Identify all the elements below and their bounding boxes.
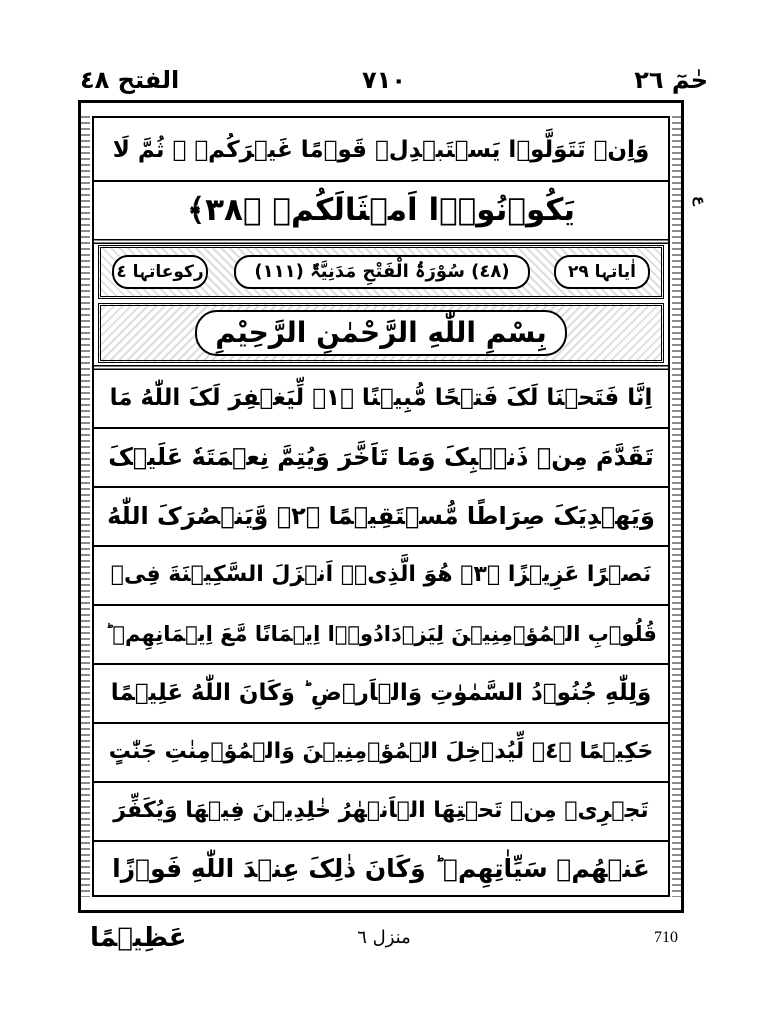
verse-line-3: اِنَّا فَتَحۡنَا لَکَ فَتۡحًا مُّبِیۡنًا ﴿١﴾ لِّیَغۡفِرَ لَکَ اللّٰهُ مَا [109, 385, 653, 411]
verse-line-1: وَاِنۡ تَتَوَلَّوۡا یَسۡتَبۡدِلۡ قَوۡمًا غَیۡرَکُمۡ ۙ ثُمَّ لَا [112, 137, 650, 163]
juz-header: حٰمٓ ٢٦ [634, 66, 708, 94]
surah-title-cartouche: (٤٨) سُوْرَۃُ الْفَتْحِ مَدَنِیَّۃٌ (١١١) [234, 255, 530, 289]
left-border-ornament [80, 116, 90, 897]
verse-line-5: وَیَهۡدِیَکَ صِرَاطًا مُّسۡتَقِیۡمًا ﴿٢﴾ وَّیَنۡصُرَکَ اللّٰهُ [107, 502, 655, 530]
verse-line-8: وَلِلّٰهِ جُنُوۡدُ السَّمٰوٰتِ وَالۡاَرۡضِ ؕ وَکَانَ اللّٰهُ عَلِیۡمًا [110, 680, 652, 706]
bismillah-text: بِسْمِ اللّٰهِ الرَّحْمٰنِ الرَّحِیْمِ [195, 310, 567, 356]
page-number-arabic: ٧١٠ [362, 66, 406, 94]
verse-line-10: تَجۡرِیۡ مِنۡ تَحۡتِهَا الۡاَنۡهٰرُ خٰلِدِیۡنَ فِیۡهَا وَیُکَفِّرَ [113, 798, 649, 823]
page-number: 710 [654, 929, 678, 946]
ruku-count-cartouche: رکوعاتہا ٤ [112, 255, 208, 289]
verse-line-7: قُلُوۡبِ الۡمُؤۡمِنِیۡنَ لِیَزۡدَادُوۡۤا اِیۡمَانًا مَّعَ اِیۡمَانِهِمۡ ؕ [105, 622, 657, 646]
surah-header: الفتح ٤٨ [80, 66, 180, 94]
verse-line-11: عَنۡهُمۡ سَیِّاٰتِهِمۡ ؕ وَکَانَ ذٰلِکَ عِنۡدَ اللّٰهِ فَوۡزًا [112, 854, 650, 883]
right-border-ornament [672, 116, 682, 897]
verse-line-2: یَکُوۡنُوۡۤا اَمۡثَالَکُمۡ ﴿٣٨﴾ [186, 192, 576, 228]
verse-line-9: حَکِیۡمًا ﴿٤﴾ لِّیُدۡخِلَ الۡمُؤۡمِنِیۡنَ وَالۡمُؤۡمِنٰتِ جَنّٰتٍ [108, 739, 654, 764]
manzil-label: منزل ٦ [357, 927, 411, 948]
catchword: عَظِیۡمًا [90, 923, 187, 953]
verse-line-6: نَصۡرًا عَزِیۡزًا ﴿٣﴾ هُوَ الَّذِیۡۤ اَنۡزَلَ السَّکِیۡنَةَ فِیۡ [110, 562, 652, 587]
ayat-count-cartouche: اٰیاتہا ٢٩ [554, 255, 650, 289]
line-rule [94, 239, 668, 244]
ruku-marker: ع [692, 196, 708, 206]
verse-line-4: تَقَدَّمَ مِنۡ ذَنۡۢبِکَ وَمَا تَاَخَّرَ وَیُتِمَّ نِعۡمَتَهٗ عَلَیۡکَ [108, 443, 654, 471]
